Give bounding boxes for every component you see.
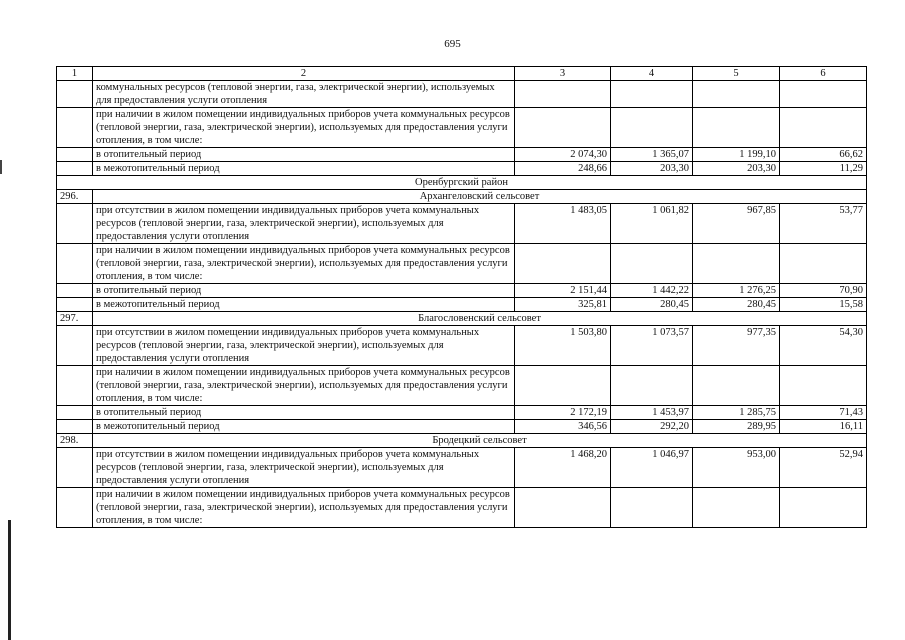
row-description: при наличии в жилом помещении индивидуальных приборов учета коммунальных ресурсов (тепловой энергии, газа, электрической энергии), используемых для предоставления услуги отопления, в том числе: (93, 488, 515, 528)
value-col6 (780, 488, 867, 528)
value-col3 (515, 366, 611, 406)
table-row (57, 108, 867, 148)
value-col6: 53,77 (780, 204, 867, 244)
value-col6 (780, 108, 867, 148)
section-header-row (57, 312, 867, 326)
value-col4: 1 365,07 (611, 148, 693, 162)
scan-edge (8, 520, 11, 640)
value-col3 (515, 81, 611, 108)
district-row (57, 176, 867, 190)
table-row (57, 81, 867, 108)
value-col5: 289,95 (693, 420, 780, 434)
row-description: в отопительный период (93, 284, 515, 298)
row-number (57, 81, 93, 108)
value-col3: 2 074,30 (515, 148, 611, 162)
row-number (57, 326, 93, 366)
value-col3: 346,56 (515, 420, 611, 434)
value-col5: 280,45 (693, 298, 780, 312)
row-number (57, 298, 93, 312)
value-col6: 70,90 (780, 284, 867, 298)
row-description: в отопительный период (93, 148, 515, 162)
table-row (57, 298, 867, 312)
value-col3: 2 151,44 (515, 284, 611, 298)
row-number (57, 162, 93, 176)
value-col5: 1 276,25 (693, 284, 780, 298)
value-col6: 11,29 (780, 162, 867, 176)
row-description: в межотопительный период (93, 298, 515, 312)
header-cell: 4 (611, 67, 693, 81)
section-number: 298. (57, 434, 93, 448)
value-col6: 16,11 (780, 420, 867, 434)
value-col4: 280,45 (611, 298, 693, 312)
margin-mark (0, 160, 2, 174)
row-number (57, 108, 93, 148)
value-col5 (693, 366, 780, 406)
row-description: при наличии в жилом помещении индивидуальных приборов учета коммунальных ресурсов (тепловой энергии, газа, электрической энергии), используемых для предоставления услуги отопления, в том числе: (93, 244, 515, 284)
section-header-row (57, 434, 867, 448)
value-col5: 953,00 (693, 448, 780, 488)
row-number (57, 284, 93, 298)
value-col6 (780, 366, 867, 406)
value-col3: 1 503,80 (515, 326, 611, 366)
header-cell: 5 (693, 67, 780, 81)
table-row (57, 448, 867, 488)
table-row (57, 204, 867, 244)
table-row (57, 488, 867, 528)
page-number: 695 (444, 38, 461, 50)
value-col4: 1 073,57 (611, 326, 693, 366)
value-col6: 71,43 (780, 406, 867, 420)
table-row (57, 148, 867, 162)
row-description: в межотопительный период (93, 420, 515, 434)
value-col5 (693, 488, 780, 528)
value-col3: 1 483,05 (515, 204, 611, 244)
section-name: Бродецкий сельсовет (93, 434, 867, 448)
section-number: 297. (57, 312, 93, 326)
value-col4: 1 046,97 (611, 448, 693, 488)
value-col4: 1 453,97 (611, 406, 693, 420)
row-number (57, 406, 93, 420)
value-col4 (611, 366, 693, 406)
value-col5 (693, 108, 780, 148)
row-number (57, 448, 93, 488)
value-col4: 203,30 (611, 162, 693, 176)
value-col4: 1 442,22 (611, 284, 693, 298)
value-col5 (693, 81, 780, 108)
value-col5: 977,35 (693, 326, 780, 366)
row-number (57, 366, 93, 406)
value-col5: 967,85 (693, 204, 780, 244)
row-number (57, 244, 93, 284)
header-cell: 3 (515, 67, 611, 81)
value-col6: 15,58 (780, 298, 867, 312)
table-row (57, 420, 867, 434)
section-name: Архангеловский сельсовет (93, 190, 867, 204)
table-row (57, 162, 867, 176)
row-description: в отопительный период (93, 406, 515, 420)
value-col3: 2 172,19 (515, 406, 611, 420)
value-col3 (515, 244, 611, 284)
district-title: Оренбургский район (57, 176, 867, 190)
value-col6 (780, 81, 867, 108)
row-description: при наличии в жилом помещении индивидуальных приборов учета коммунальных ресурсов (тепловой энергии, газа, электрической энергии), используемых для предоставления услуги отопления, в том числе: (93, 366, 515, 406)
value-col5 (693, 244, 780, 284)
header-cell: 6 (780, 67, 867, 81)
value-col5: 203,30 (693, 162, 780, 176)
table-row (57, 326, 867, 366)
value-col3: 1 468,20 (515, 448, 611, 488)
table-row (57, 366, 867, 406)
row-description: при отсутствии в жилом помещении индивидуальных приборов учета коммунальных ресурсов (тепловой энергии, газа, электрической энергии), используемых для предоставления услуги отопления (93, 326, 515, 366)
row-number (57, 420, 93, 434)
value-col4 (611, 81, 693, 108)
value-col4 (611, 488, 693, 528)
value-col3 (515, 488, 611, 528)
section-number: 296. (57, 190, 93, 204)
table-row (57, 244, 867, 284)
row-description: при наличии в жилом помещении индивидуальных приборов учета коммунальных ресурсов (тепловой энергии, газа, электрической энергии), используемых для предоставления услуги отопления, в том числе: (93, 108, 515, 148)
value-col4 (611, 244, 693, 284)
value-col3 (515, 108, 611, 148)
table-row (57, 284, 867, 298)
value-col6: 54,30 (780, 326, 867, 366)
value-col5: 1 285,75 (693, 406, 780, 420)
value-col3: 248,66 (515, 162, 611, 176)
row-description: коммунальных ресурсов (тепловой энергии, газа, электрической энергии), используемых для предоставления услуги отопления (93, 81, 515, 108)
row-description: при отсутствии в жилом помещении индивидуальных приборов учета коммунальных ресурсов (тепловой энергии, газа, электрической энергии), используемых для предоставления услуги отопления (93, 448, 515, 488)
row-number (57, 204, 93, 244)
header-row (57, 67, 867, 81)
header-cell: 1 (57, 67, 93, 81)
row-number (57, 488, 93, 528)
row-description: при отсутствии в жилом помещении индивидуальных приборов учета коммунальных ресурсов (тепловой энергии, газа, электрической энергии), используемых для предоставления услуги отопления (93, 204, 515, 244)
tariff-table (56, 66, 867, 528)
header-cell: 2 (93, 67, 515, 81)
table-row (57, 406, 867, 420)
value-col6: 66,62 (780, 148, 867, 162)
row-description: в межотопительный период (93, 162, 515, 176)
row-number (57, 148, 93, 162)
value-col6: 52,94 (780, 448, 867, 488)
value-col5: 1 199,10 (693, 148, 780, 162)
value-col4: 292,20 (611, 420, 693, 434)
value-col6 (780, 244, 867, 284)
value-col3: 325,81 (515, 298, 611, 312)
section-name: Благословенский сельсовет (93, 312, 867, 326)
value-col4 (611, 108, 693, 148)
value-col4: 1 061,82 (611, 204, 693, 244)
section-header-row (57, 190, 867, 204)
